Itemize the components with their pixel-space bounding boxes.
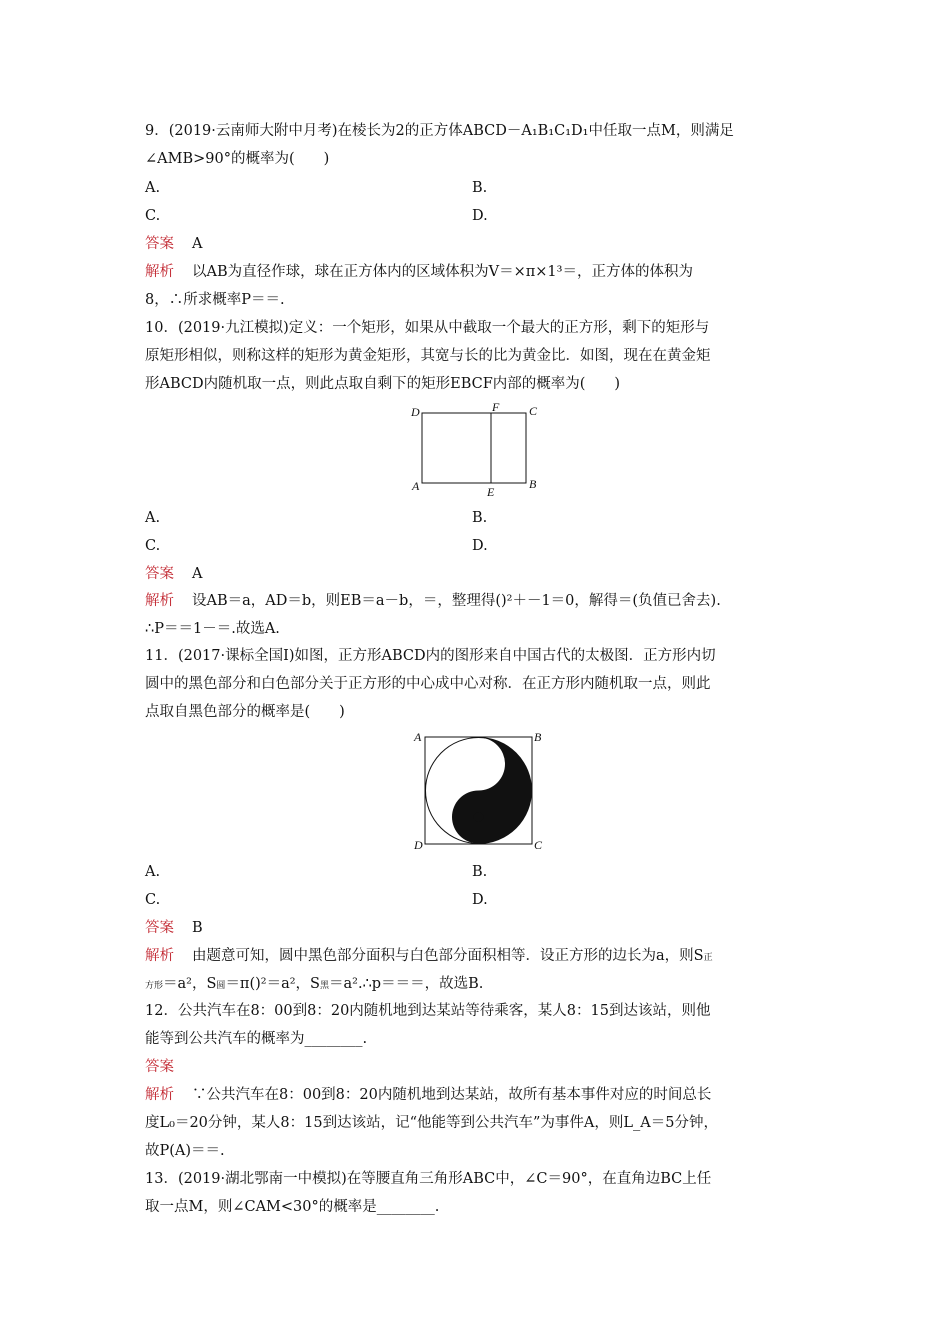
q11-stem-line3: 点取自黑色部分的概率是( ) — [145, 704, 345, 720]
answer-label: 答案 — [145, 236, 174, 252]
analysis-label: 解析 — [145, 264, 174, 280]
analysis-text: ＝a²，S — [163, 976, 217, 992]
q9-option-c: C. — [145, 208, 161, 224]
answer-label: 答案 — [145, 566, 174, 582]
label-d: D — [414, 838, 423, 852]
q12-stem-line2: 能等到公共汽车的概率为________. — [145, 1031, 368, 1047]
label-f: F — [492, 400, 500, 414]
label-c: C — [534, 838, 543, 852]
q10-stem-line2: 原矩形相似，则称这样的矩形为黄金矩形，其宽与长的比为黄金比．如图，现在在黄金矩 — [145, 348, 711, 364]
analysis-text: ＝π()²＝a²，S — [225, 976, 320, 992]
q13-stem-line2: 取一点M，则∠CAM<30°的概率是________. — [145, 1199, 440, 1215]
q11-stem-line1: 11．(2017·课标全国Ⅰ)如图，正方形ABCD内的图形来自中国古代的太极图．正方形内切 — [145, 648, 716, 664]
answer-value: A — [192, 236, 203, 252]
q12-analysis-line1 — [145, 1085, 711, 1105]
label-a: A — [414, 730, 422, 744]
answer-label: 答案 — [145, 920, 174, 936]
q10-option-c: C. — [145, 538, 161, 554]
rect-abcd — [422, 413, 526, 483]
label-c: C — [529, 404, 538, 418]
q11-analysis-line1 — [145, 946, 713, 968]
q10-stem-line3: 形ABCD内随机取一点，则此点取自剩下的矩形EBCF内部的概率为( ) — [145, 376, 621, 392]
analysis-text: 设AB＝a，AD＝b，则EB＝a－b，＝，整理得()²＋－1＝0，解得＝(负值已舍去). — [192, 593, 721, 609]
analysis-text: 由题意可知，圆中黑色部分面积与白色部分面积相等．设正方形的边长为a，则S — [192, 948, 704, 964]
q12-stem-line1: 12．公共汽车在8：00到8：20内随机地到达某站等待乘客，某人8：15到达该站，则他 — [145, 1003, 711, 1019]
label-b: B — [529, 477, 537, 491]
q12-answer — [145, 1057, 192, 1077]
answer-value: B — [192, 920, 203, 936]
q11-option-a: A. — [145, 864, 161, 880]
analysis-text: ＝a².∴p＝＝＝，故选B. — [329, 976, 484, 992]
q12-analysis-line2: 度L₀＝20分钟，某人8：15到达该站，记“他能等到公共汽车”为事件A，则L_A＝5分钟， — [145, 1115, 718, 1131]
analysis-label: 解析 — [145, 1087, 174, 1103]
q9-option-b: B. — [472, 180, 488, 196]
taiji-figure — [405, 726, 545, 854]
q10-analysis-line1 — [145, 591, 721, 611]
q11-option-b: B. — [472, 864, 488, 880]
q9-analysis-line1 — [145, 262, 693, 282]
subscript-hei: 黑 — [320, 981, 330, 991]
subscript-yuan: 圆 — [216, 981, 226, 991]
q11-answer — [145, 918, 203, 938]
q11-stem-line2: 圆中的黑色部分和白色部分关于正方形的中心成中心对称．在正方形内随机取一点，则此 — [145, 676, 711, 692]
answer-value: A — [192, 566, 203, 582]
q9-analysis-line2: 8，∴所求概率P＝＝. — [145, 292, 285, 308]
q9-answer — [145, 234, 202, 254]
q9-stem-line1: 9．(2019·云南师大附中月考)在棱长为2的正方体ABCD－A₁B₁C₁D₁中任取一点M，则满足 — [145, 123, 734, 139]
q9-option-a: A. — [145, 180, 161, 196]
q11-option-d: D. — [472, 892, 488, 908]
q11-analysis-line2 — [145, 974, 483, 996]
analysis-text: ∵公共汽车在8：00到8：20内随机地到达某站，故所有基本事件对应的时间总长 — [192, 1087, 712, 1103]
q9-option-d: D. — [472, 208, 488, 224]
q10-option-d: D. — [472, 538, 488, 554]
q11-option-c: C. — [145, 892, 161, 908]
subscript-zheng: 正 — [703, 953, 713, 963]
q9-stem-line2: ∠AMB>90°的概率为( ) — [145, 151, 330, 167]
q10-answer — [145, 564, 202, 584]
taiji-white-dot — [474, 759, 484, 769]
analysis-label: 解析 — [145, 948, 174, 964]
golden-rectangle-figure — [400, 398, 550, 500]
q10-option-a: A. — [145, 510, 161, 526]
label-a: A — [412, 479, 420, 493]
label-d: D — [411, 405, 420, 419]
q12-analysis-line3: 故P(A)＝＝. — [145, 1143, 225, 1159]
taiji-black-dot — [474, 812, 484, 822]
analysis-text: 以AB为直径作球，球在正方体内的区域体积为V＝×π×1³＝，正方体的体积为 — [192, 264, 693, 280]
label-e: E — [487, 485, 495, 499]
subscript-fangxing: 方形 — [145, 981, 164, 991]
q10-stem-line1: 10．(2019·九江模拟)定义：一个矩形，如果从中截取一个最大的正方形，剩下的矩形与 — [145, 320, 710, 336]
answer-label: 答案 — [145, 1059, 174, 1075]
q10-analysis-line2: ∴P＝＝1－＝.故选A. — [145, 621, 280, 637]
label-b: B — [534, 730, 542, 744]
q13-stem-line1: 13．(2019·湖北鄂南一中模拟)在等腰直角三角形ABC中，∠C＝90°，在直角边BC上任 — [145, 1171, 712, 1187]
analysis-label: 解析 — [145, 593, 174, 609]
q10-option-b: B. — [472, 510, 488, 526]
